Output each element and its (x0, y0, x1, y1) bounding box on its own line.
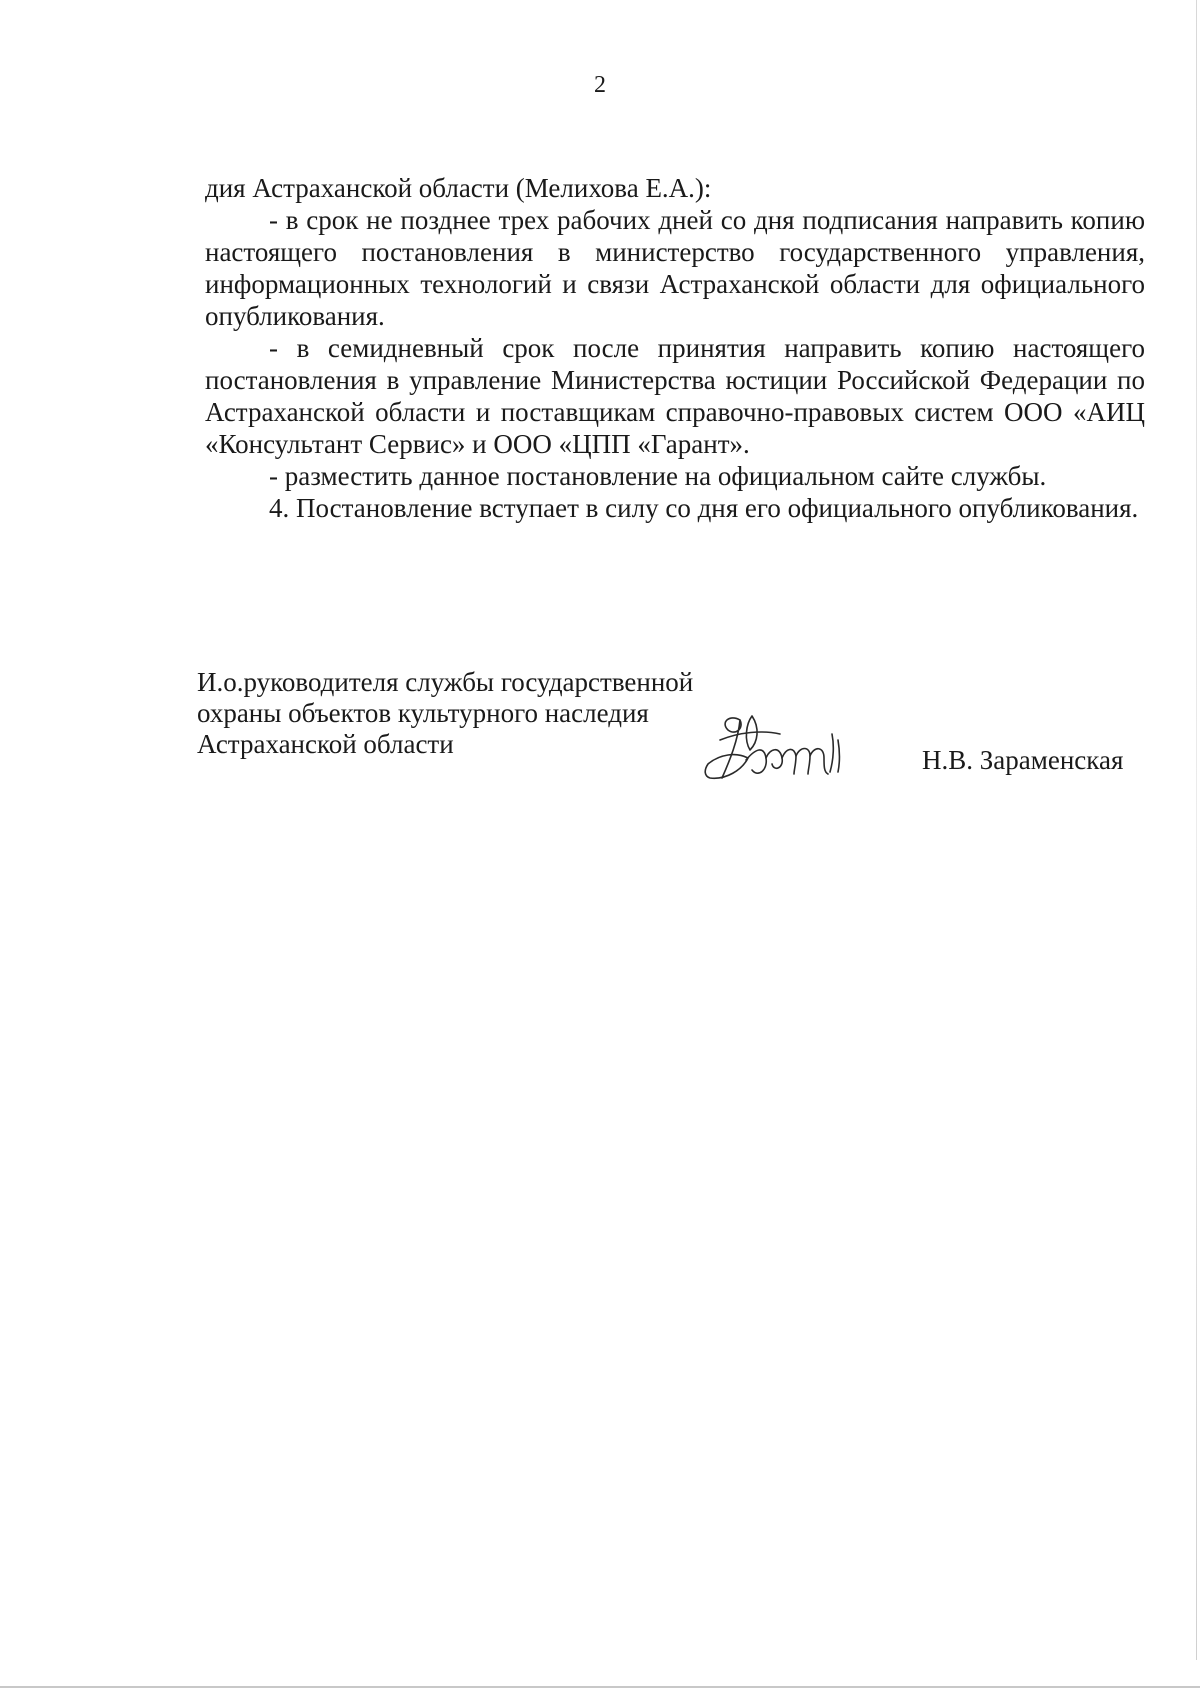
signatory-position (197, 667, 757, 760)
position-line: И.о.руководителя службы государственной (197, 667, 694, 697)
paragraph-publication-deadline: - в срок не позднее трех рабочих дней со дня подписания направить копию настоящего постановления в министерство государственного управления, информационных технологий и связи Астраханской области для официального опубликования. (205, 205, 1145, 331)
paragraph-ministry-of-justice: - в семидневный срок после принятия направить копию настоящего постановления в управление Министерства юстиции Российской Федерации по Астраханской области и поставщикам справочно-правовых систем ООО «АИЦ «Консультант Сервис» и ООО «ЦПП «Гарант». (205, 333, 1145, 459)
page-number: 2 (594, 72, 606, 98)
scan-bottom-line (0, 1686, 1200, 1688)
paragraph-continuation: дия Астраханской области (Мелихова Е.А.): (205, 173, 712, 203)
handwritten-signature (700, 700, 860, 792)
paragraph-website-posting: - разместить данное постановление на официальном сайте службы. (269, 461, 1047, 491)
document-body (205, 172, 1145, 524)
signer-name: Н.В. Зараменская (922, 745, 1124, 775)
position-line: охраны объектов культурного наследия (197, 698, 649, 728)
paragraph-entry-into-force: 4. Постановление вступает в силу со дня его официального опубликования. (269, 493, 1139, 523)
position-line: Астраханской области (197, 729, 454, 759)
scan-edge-line (1196, 0, 1197, 1660)
